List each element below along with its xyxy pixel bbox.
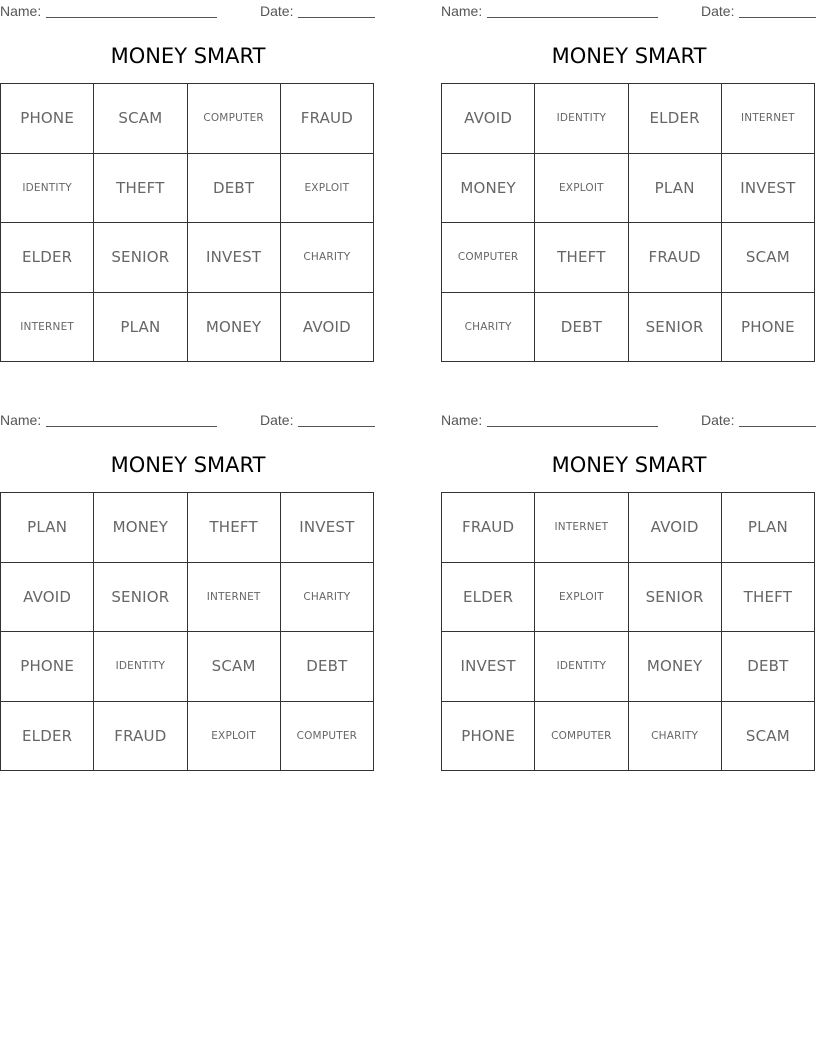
bingo-cell[interactable]: INTERNET [188,563,281,633]
date-blank-line[interactable] [298,426,375,427]
bingo-cell[interactable]: COMPUTER [535,702,628,772]
date-blank-line[interactable] [739,426,816,427]
bingo-cell[interactable]: DEBT [722,632,815,702]
bingo-cell[interactable]: PHONE [442,702,535,772]
bingo-cell[interactable]: AVOID [629,493,722,563]
bingo-cell[interactable]: EXPLOIT [188,702,281,772]
bingo-grid [0,83,374,362]
bingo-cell[interactable]: DEBT [188,154,281,224]
bingo-cell[interactable]: CHARITY [281,563,374,633]
bingo-cell[interactable]: SCAM [94,84,187,154]
bingo-cell[interactable]: PLAN [94,293,187,363]
name-blank-line[interactable] [487,17,658,18]
bingo-cell[interactable]: INTERNET [722,84,815,154]
bingo-cell[interactable]: IDENTITY [535,84,628,154]
bingo-cell[interactable]: INVEST [722,154,815,224]
bingo-cell[interactable]: PHONE [1,632,94,702]
name-label: Name: [441,3,483,19]
date-label: Date: [701,3,735,19]
bingo-cell[interactable]: INVEST [188,223,281,293]
date-blank-line[interactable] [739,17,816,18]
bingo-cell[interactable]: INVEST [442,632,535,702]
bingo-grid [441,492,815,771]
bingo-cell[interactable]: AVOID [442,84,535,154]
bingo-cell[interactable]: IDENTITY [1,154,94,224]
bingo-cell[interactable]: COMPUTER [188,84,281,154]
bingo-cell[interactable]: INTERNET [535,493,628,563]
bingo-cell[interactable]: DEBT [281,632,374,702]
bingo-cell[interactable]: COMPUTER [442,223,535,293]
bingo-cell[interactable]: CHARITY [442,293,535,363]
bingo-cell[interactable]: THEFT [722,563,815,633]
bingo-cell[interactable]: FRAUD [94,702,187,772]
bingo-cell[interactable]: DEBT [535,293,628,363]
date-blank-line[interactable] [298,17,375,18]
bingo-cell[interactable]: FRAUD [629,223,722,293]
bingo-grid [441,83,815,362]
bingo-card [0,0,376,380]
name-date-row [0,2,376,20]
bingo-cell[interactable]: INTERNET [1,293,94,363]
bingo-cell[interactable]: PLAN [629,154,722,224]
bingo-cell[interactable]: MONEY [442,154,535,224]
name-label: Name: [0,3,42,19]
bingo-cell[interactable]: THEFT [535,223,628,293]
card-title: MONEY SMART [551,453,707,477]
bingo-cell[interactable]: MONEY [629,632,722,702]
name-blank-line[interactable] [487,426,658,427]
bingo-cell[interactable]: PHONE [722,293,815,363]
bingo-cell[interactable]: ELDER [1,702,94,772]
bingo-cell[interactable]: THEFT [188,493,281,563]
card-title: MONEY SMART [551,44,707,68]
bingo-cell[interactable]: SENIOR [94,223,187,293]
name-label: Name: [441,412,483,428]
bingo-cell[interactable]: PLAN [1,493,94,563]
name-date-row [441,411,816,429]
bingo-cell[interactable]: SENIOR [629,293,722,363]
bingo-cell[interactable]: FRAUD [281,84,374,154]
bingo-cell[interactable]: MONEY [188,293,281,363]
name-blank-line[interactable] [46,426,217,427]
bingo-cell[interactable]: CHARITY [281,223,374,293]
bingo-cell[interactable]: CHARITY [629,702,722,772]
bingo-cell[interactable]: EXPLOIT [535,563,628,633]
bingo-cell[interactable]: MONEY [94,493,187,563]
bingo-card [0,409,376,789]
name-blank-line[interactable] [46,17,217,18]
bingo-cell[interactable]: ELDER [1,223,94,293]
bingo-cell[interactable]: SCAM [722,702,815,772]
date-label: Date: [260,3,294,19]
bingo-cell[interactable]: FRAUD [442,493,535,563]
card-title: MONEY SMART [110,44,266,68]
bingo-cell[interactable]: INVEST [281,493,374,563]
bingo-cell[interactable]: SCAM [188,632,281,702]
bingo-cell[interactable]: ELDER [442,563,535,633]
bingo-cell[interactable]: AVOID [281,293,374,363]
bingo-cell[interactable]: IDENTITY [535,632,628,702]
bingo-cell[interactable]: COMPUTER [281,702,374,772]
bingo-cell[interactable]: SENIOR [94,563,187,633]
bingo-card [441,0,816,380]
date-label: Date: [701,412,735,428]
name-date-row [441,2,816,20]
bingo-cell[interactable]: PHONE [1,84,94,154]
bingo-cell[interactable]: AVOID [1,563,94,633]
card-title: MONEY SMART [110,453,266,477]
bingo-cell[interactable]: ELDER [629,84,722,154]
name-date-row [0,411,376,429]
bingo-cell[interactable]: IDENTITY [94,632,187,702]
bingo-cell[interactable]: EXPLOIT [535,154,628,224]
bingo-card [441,409,816,789]
bingo-cell[interactable]: SENIOR [629,563,722,633]
bingo-grid [0,492,374,771]
bingo-cell[interactable]: THEFT [94,154,187,224]
bingo-cell[interactable]: PLAN [722,493,815,563]
bingo-cell[interactable]: SCAM [722,223,815,293]
bingo-cell[interactable]: EXPLOIT [281,154,374,224]
name-label: Name: [0,412,42,428]
date-label: Date: [260,412,294,428]
